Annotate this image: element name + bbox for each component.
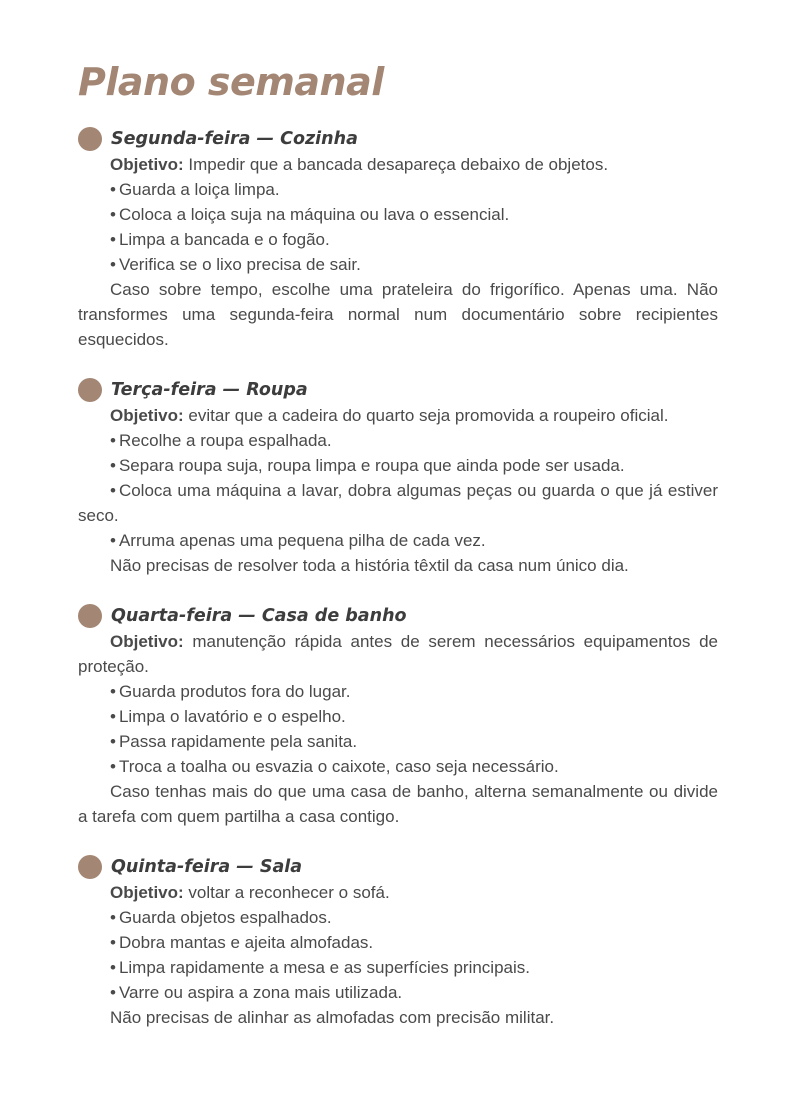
section-header (78, 126, 718, 152)
page-title: Plano semanal (78, 60, 384, 104)
bullet-icon: • (110, 732, 116, 751)
list-item-text: Separa roupa suja, roupa limpa e roupa que ainda pode ser usada. (118, 456, 625, 475)
objective-label: Objetivo: (110, 883, 184, 902)
list-item (78, 930, 718, 955)
list-item-text: Limpa rapidamente a mesa e as superfícies principais. (118, 958, 530, 977)
list-item-text: Limpa a bancada e o fogão. (118, 230, 330, 249)
list-item-text: Passa rapidamente pela sanita. (118, 732, 358, 751)
bullet-icon: • (110, 431, 116, 450)
bullet-icon: • (110, 707, 116, 726)
list-item (78, 428, 718, 453)
list-item (78, 955, 718, 980)
section-note: Não precisas de resolver toda a história têxtil da casa num único dia. (110, 556, 629, 575)
section-bullet-dot (78, 127, 102, 151)
section-bullet-dot (78, 855, 102, 879)
section-title: Quinta-feira — Sala (111, 857, 303, 877)
section-title: Quarta-feira — Casa de banho (111, 606, 407, 626)
page-content (78, 54, 718, 1055)
list-item-text: Varre ou aspira a zona mais utilizada. (118, 983, 403, 1002)
section-quarta-feira (78, 603, 718, 829)
list-item (78, 202, 718, 227)
bullet-icon: • (110, 456, 116, 475)
bullet-icon: • (110, 908, 116, 927)
list-item-text: Coloca a loiça suja na máquina ou lava o essencial. (118, 205, 510, 224)
bullet-icon: • (110, 230, 116, 249)
list-item-text: Guarda objetos espalhados. (118, 908, 332, 927)
list-item (78, 704, 718, 729)
bullet-icon: • (110, 983, 116, 1002)
list-item-text: Coloca uma máquina a lavar, dobra algumas peças ou guarda o que já estiver seco. (78, 481, 718, 525)
bullet-icon: • (110, 958, 116, 977)
objective (78, 629, 718, 679)
section-bullet-dot (78, 378, 102, 402)
bullet-icon: • (110, 933, 116, 952)
objective-text: Impedir que a bancada desapareça debaixo de objetos. (188, 155, 609, 174)
list-item (78, 177, 718, 202)
objective-label: Objetivo: (110, 632, 184, 651)
section-note: Não precisas de alinhar as almofadas com precisão militar. (110, 1008, 555, 1027)
section-title: Segunda-feira — Cozinha (111, 129, 358, 149)
list-item-text: Verifica se o lixo precisa de sair. (118, 255, 361, 274)
bullet-icon: • (110, 481, 116, 500)
section-header (78, 603, 718, 629)
bullet-icon: • (110, 531, 116, 550)
section-bullet-dot (78, 604, 102, 628)
list-item (78, 252, 718, 277)
objective (78, 152, 718, 177)
section-header (78, 377, 718, 403)
list-item-text: Recolhe a roupa espalhada. (118, 431, 332, 450)
list-item-text: Dobra mantas e ajeita almofadas. (118, 933, 374, 952)
objective-text: manutenção rápida antes de serem necessários equipamentos de proteção. (78, 632, 718, 676)
list-item (78, 453, 718, 478)
list-item-text: Arruma apenas uma pequena pilha de cada vez. (118, 531, 486, 550)
section-note: Caso tenhas mais do que uma casa de banho, alterna semanalmente ou divide a tarefa com quem partilha a casa contigo. (78, 782, 718, 826)
list-item (78, 227, 718, 252)
objective-label: Objetivo: (110, 406, 184, 425)
bullet-icon: • (110, 180, 116, 199)
objective (78, 880, 718, 905)
list-item (78, 754, 718, 779)
section-header (78, 854, 718, 880)
list-item-text: Limpa o lavatório e o espelho. (118, 707, 346, 726)
list-item (78, 679, 718, 704)
objective-text: voltar a reconhecer o sofá. (188, 883, 390, 902)
section-terca-feira (78, 377, 718, 578)
list-item (78, 478, 718, 528)
section-segunda-feira (78, 126, 718, 352)
objective-label: Objetivo: (110, 155, 184, 174)
list-item (78, 905, 718, 930)
list-item (78, 980, 718, 1005)
section-quinta-feira (78, 854, 718, 1030)
list-item (78, 729, 718, 754)
section-note: Caso sobre tempo, escolhe uma prateleira do frigorífico. Apenas uma. Não transformes uma segunda-feira normal num documentário sobre recipientes esquecidos. (78, 280, 718, 349)
objective-text: evitar que a cadeira do quarto seja promovida a roupeiro oficial. (188, 406, 669, 425)
list-item (78, 528, 718, 553)
bullet-icon: • (110, 205, 116, 224)
list-item-text: Guarda a loiça limpa. (118, 180, 280, 199)
section-title: Terça-feira — Roupa (111, 380, 308, 400)
objective (78, 403, 718, 428)
bullet-icon: • (110, 757, 116, 776)
list-item-text: Guarda produtos fora do lugar. (118, 682, 351, 701)
bullet-icon: • (110, 255, 116, 274)
list-item-text: Troca a toalha ou esvazia o caixote, caso seja necessário. (118, 757, 559, 776)
bullet-icon: • (110, 682, 116, 701)
